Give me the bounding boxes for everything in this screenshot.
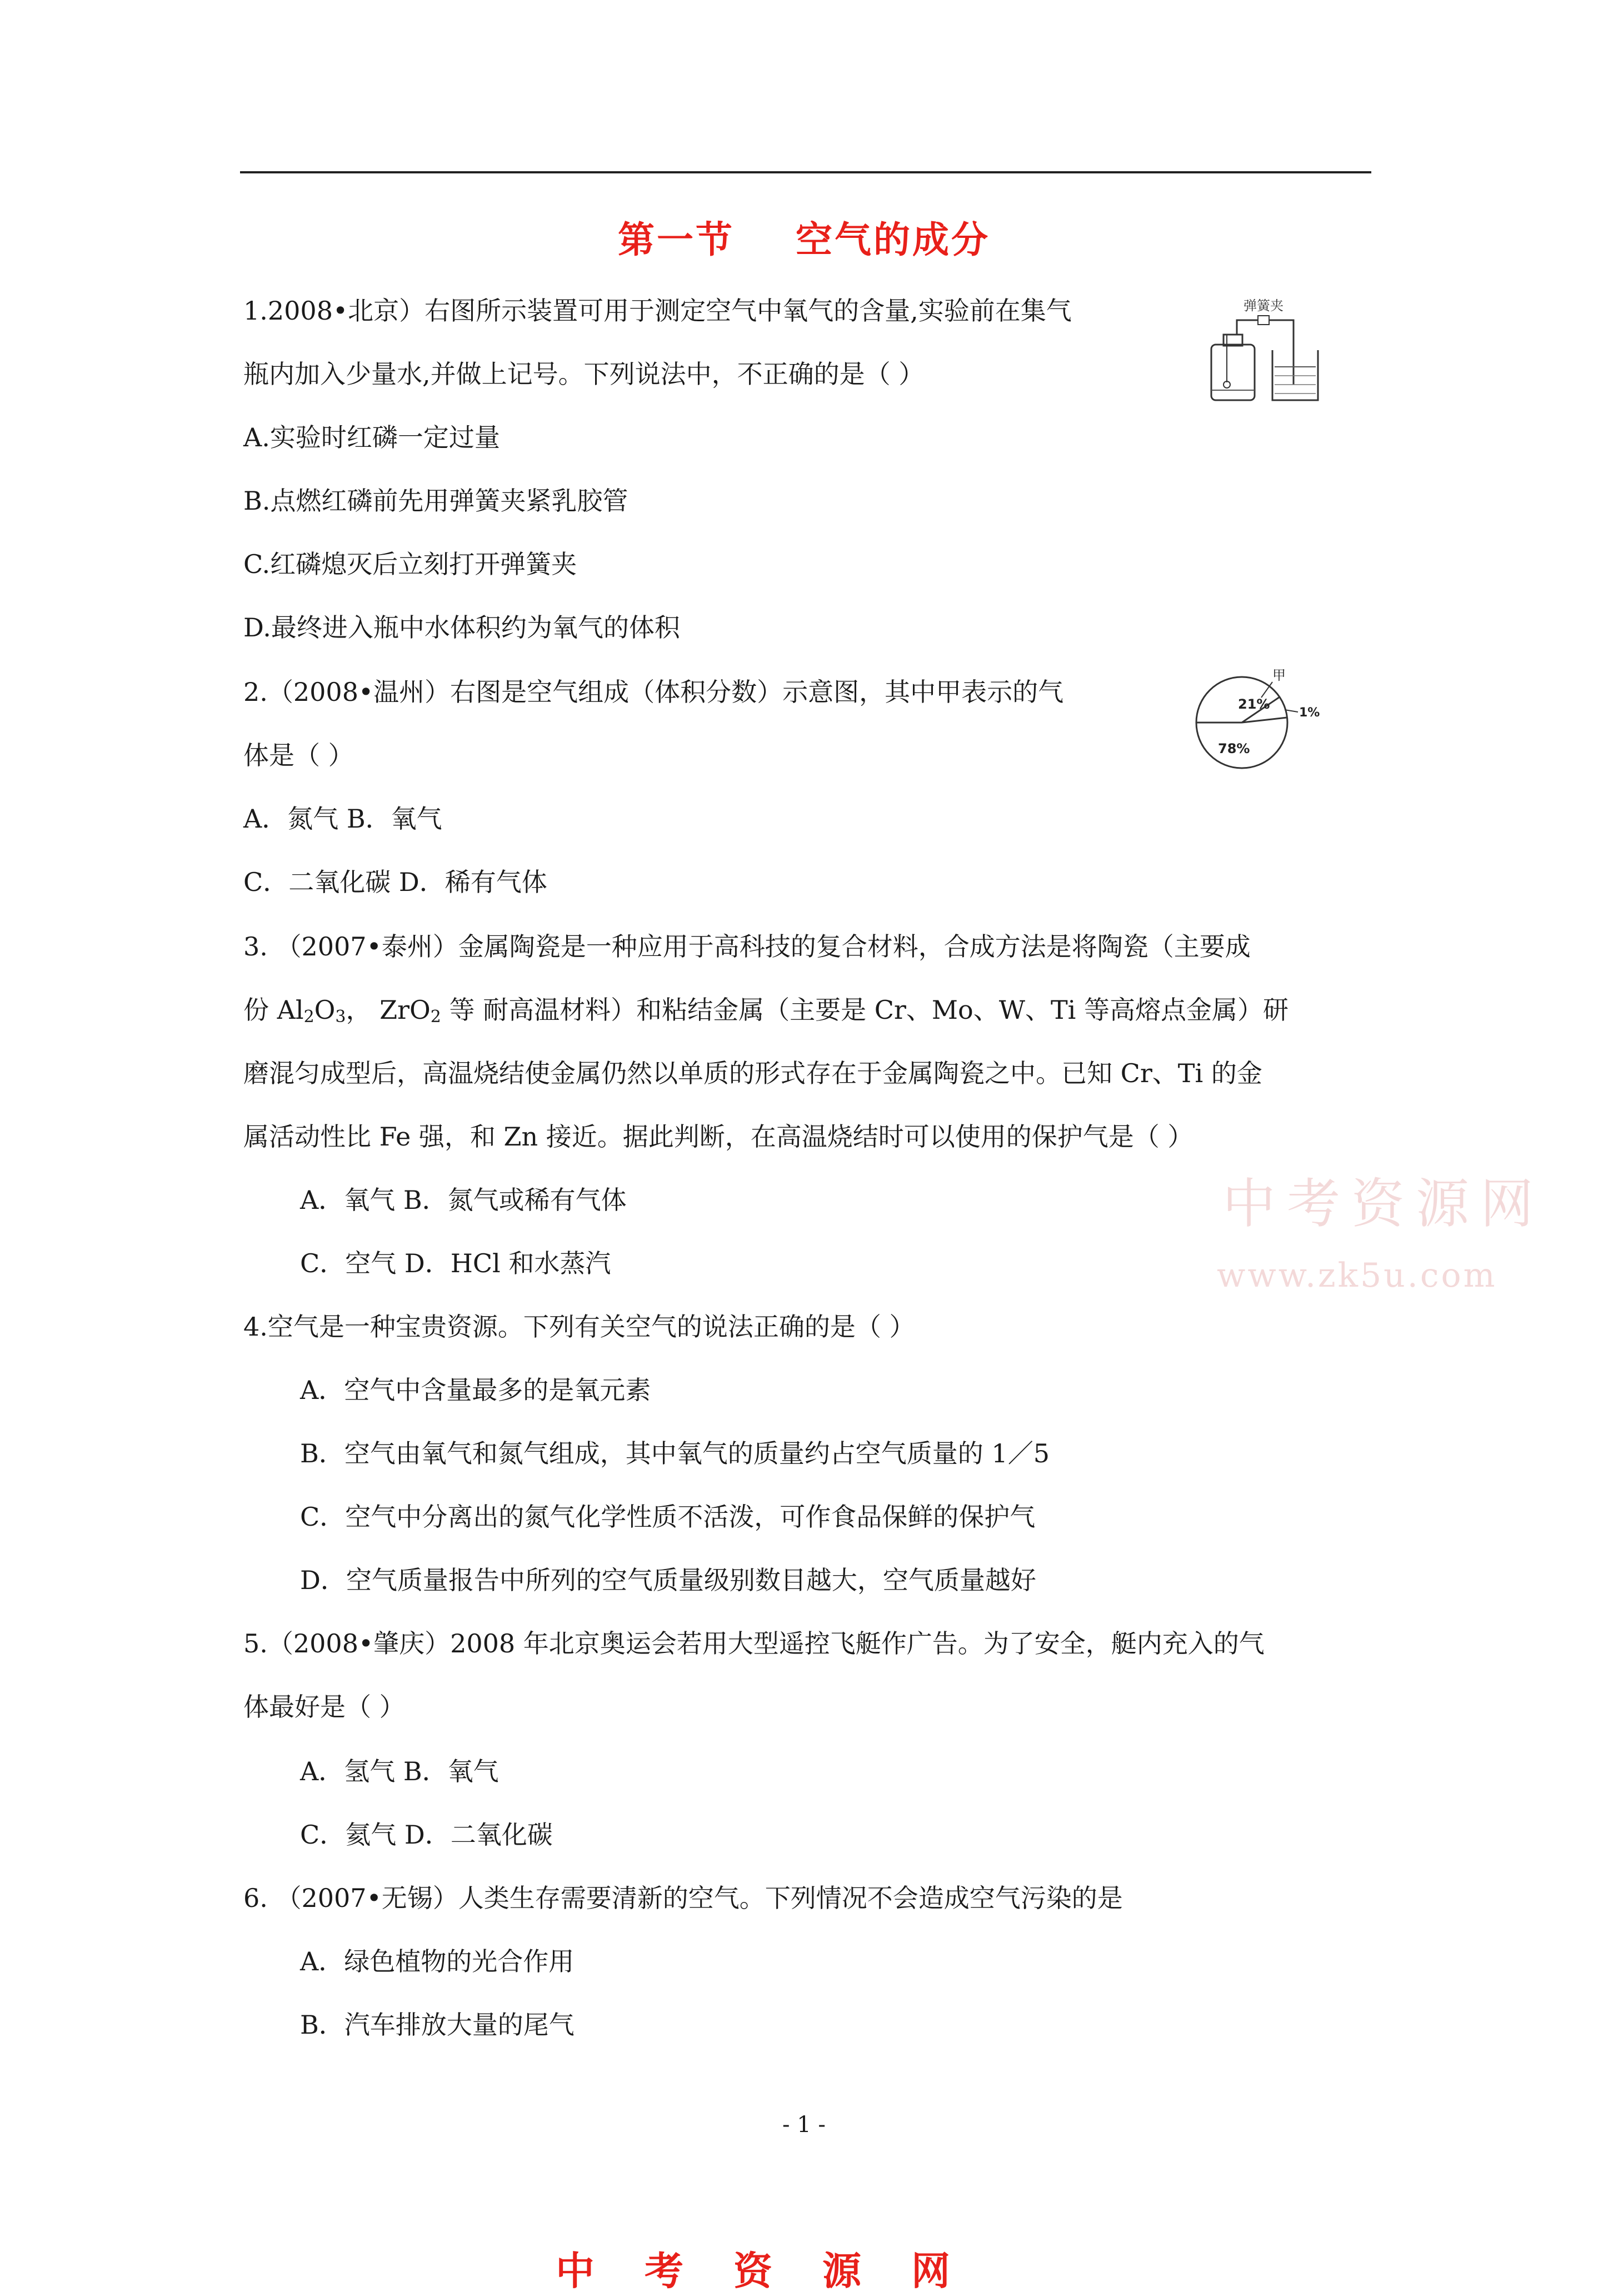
question-line: 2.（2008•温州）右图是空气组成（体积分数）示意图，其中甲表示的气: [243, 677, 1064, 707]
question-line: 6. （2007•无锡）人类生存需要清新的空气。下列情况不会造成空气污染的是: [243, 1883, 1123, 1913]
formula-text: 份 Al: [243, 995, 304, 1025]
option-line: C.红磷熄灭后立刻打开弹簧夹: [243, 549, 577, 579]
pie-label-78: 78%: [1218, 741, 1250, 756]
apparatus-figure: [1200, 289, 1334, 406]
flask-icon: [1211, 345, 1255, 400]
subscript: 2: [303, 1007, 314, 1027]
next-page-fragment: 中考资源网: [556, 2248, 1000, 2294]
watermark-url: www.zk5u.com: [1217, 1256, 1497, 1295]
question-line: [243, 994, 1289, 1025]
option-line: A.实验时红磷一定过量: [243, 422, 500, 452]
question-line: 体最好是（ ）: [243, 1692, 405, 1722]
option-line: C．氦气 D．二氧化碳: [300, 1820, 553, 1850]
option-line: A．氮气 B．氧气: [243, 804, 442, 834]
question-line: 磨混匀成型后，高温烧结使金属仍然以单质的形式存在于金属陶瓷之中。已知 Cr、Ti 的金: [243, 1058, 1262, 1088]
question-line: 5.（2008•肇庆）2008 年北京奥运会若用大型遥控飞艇作广告。为了安全，艇内充入的气: [243, 1628, 1265, 1659]
header-rule: [240, 171, 1371, 173]
section-title-number: 第一节: [618, 218, 735, 261]
question-line: 属活动性比 Fe 强，和 Zn 接近。据此判断，在高温烧结时可以使用的保护气是（ ）: [243, 1122, 1193, 1152]
question-line: 体是（ ）: [243, 740, 354, 770]
option-line: B．汽车排放大量的尾气: [300, 2010, 575, 2040]
subscript: 2: [430, 1007, 441, 1027]
option-line: B．空气由氧气和氮气组成，其中氧气的质量约占空气质量的 1／5: [300, 1438, 1050, 1468]
beaker-icon: [1272, 350, 1318, 400]
section-title: [0, 210, 1608, 263]
watermark-text: 中考资源网: [1222, 1173, 1545, 1235]
tube-icon: [1237, 320, 1294, 385]
formula-text: O: [314, 995, 336, 1025]
option-line: A．氢气 B．氧气: [300, 1756, 499, 1786]
air-composition-pie: [1189, 664, 1345, 775]
pie-label-21: 21%: [1238, 696, 1270, 712]
option-line: B.点燃红磷前先用弹簧夹紧乳胶管: [243, 486, 628, 516]
option-line: C．空气中分离出的氮气化学性质不活泼，可作食品保鲜的保护气: [300, 1502, 1036, 1532]
formula-text: 等 耐高温材料）和粘结金属（主要是 Cr、Mo、W、Ti 等高熔点金属）研: [441, 995, 1289, 1025]
question-line: 瓶内加入少量水,并做上记号。下列说法中，不正确的是（ ）: [243, 359, 925, 389]
question-line: 4.空气是一种宝贵资源。下列有关空气的说法正确的是（ ）: [243, 1312, 915, 1342]
pie-label-1: 1%: [1299, 706, 1320, 720]
option-line: A．绿色植物的光合作用: [300, 1946, 575, 1976]
section-title-text: 空气的成分: [796, 218, 990, 261]
subscript: 3: [335, 1007, 346, 1027]
option-line: D．空气质量报告中所列的空气质量级别数目越大，空气质量越好: [300, 1565, 1036, 1595]
option-line: D.最终进入瓶中水体积约为氧气的体积: [243, 612, 680, 643]
spring-clip-label: 弹簧夹: [1244, 298, 1284, 313]
option-line: A．空气中含量最多的是氧元素: [300, 1375, 651, 1405]
option-line: C．空气 D．HCl 和水蒸汽: [300, 1248, 611, 1278]
option-line: C．二氧化碳 D．稀有气体: [243, 867, 547, 897]
question-line: 1.2008•北京）右图所示装置可用于测定空气中氧气的含量,实验前在集气: [243, 296, 1072, 326]
page-number: - 1 -: [782, 2112, 826, 2138]
option-line: A．氧气 B．氮气或稀有气体: [300, 1185, 627, 1215]
formula-text: ， ZrO: [346, 995, 431, 1025]
question-line: 3. （2007•泰州）金属陶瓷是一种应用于高科技的复合材料，合成方法是将陶瓷（主要成: [243, 932, 1251, 962]
clip-icon: [1258, 316, 1269, 325]
pie-label-jia: 甲: [1272, 668, 1286, 683]
